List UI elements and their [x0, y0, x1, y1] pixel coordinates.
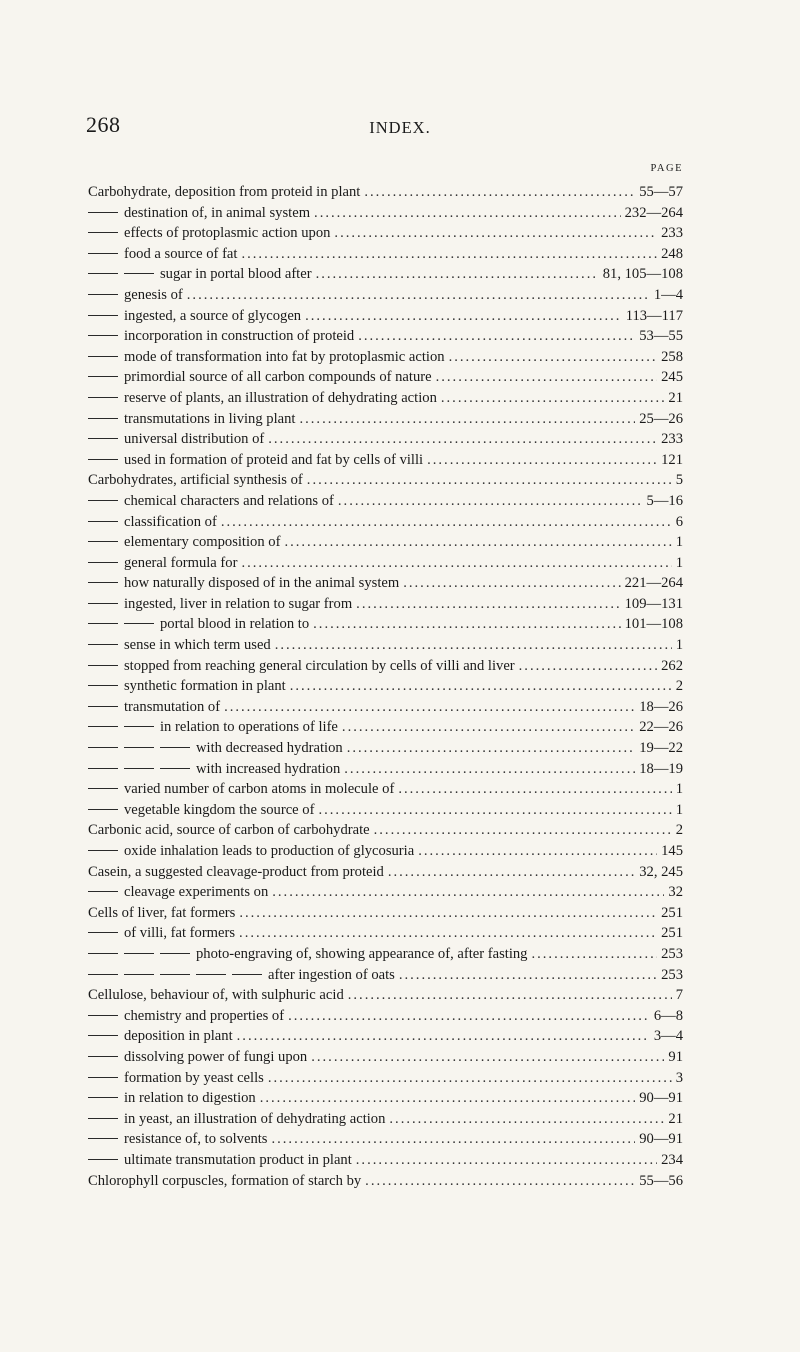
- entry-text: used in formation of proteid and fat by cells of villi: [124, 451, 424, 468]
- dot-leader: [268, 1068, 672, 1089]
- entry-pages: 109—131: [624, 595, 683, 612]
- dot-leader: [299, 409, 635, 430]
- dot-leader: [389, 1109, 664, 1130]
- continuation-dashes: [88, 1060, 124, 1061]
- dot-leader: [344, 759, 635, 780]
- entry-pages: 1: [675, 554, 683, 571]
- entry-text: in relation to digestion: [124, 1090, 256, 1107]
- dot-leader: [365, 1171, 635, 1192]
- entry-pages: 101—108: [624, 616, 683, 633]
- continuation-dashes: [88, 1163, 124, 1164]
- dot-leader: [436, 367, 658, 388]
- entry-pages: 2: [675, 678, 683, 695]
- entry-pages: 251: [661, 904, 683, 921]
- entry-text: ultimate transmutation product in plant: [124, 1151, 352, 1168]
- continuation-dash: [88, 459, 118, 460]
- continuation-dash: [88, 644, 118, 645]
- index-entry: [88, 306, 683, 327]
- continuation-dashes: [88, 319, 124, 320]
- continuation-dash: [232, 974, 262, 975]
- entry-pages: 91: [668, 1048, 683, 1065]
- index-entry: [88, 923, 683, 944]
- dot-leader: [398, 779, 671, 800]
- index-entry: [88, 717, 683, 738]
- entry-pages: 90—91: [639, 1090, 683, 1107]
- entry-pages: 1—4: [653, 286, 683, 303]
- entry-text: incorporation in construction of proteid: [124, 328, 355, 345]
- continuation-dashes: [88, 339, 124, 340]
- dot-leader: [347, 738, 636, 759]
- continuation-dashes: [88, 792, 124, 793]
- dot-leader: [418, 841, 657, 862]
- entry-text: Carbohydrate, deposition from proteid in plant: [88, 184, 361, 200]
- index-entry: [88, 779, 683, 800]
- continuation-dash: [160, 768, 190, 769]
- index-entry: [88, 594, 683, 615]
- index-entry: [88, 1068, 683, 1089]
- entry-text: sense in which term used: [124, 637, 271, 654]
- entry-pages: 55—56: [639, 1172, 683, 1189]
- continuation-dashes: [88, 648, 124, 649]
- continuation-dash: [88, 541, 118, 542]
- dot-leader: [313, 614, 620, 635]
- continuation-dashes: [88, 277, 160, 278]
- dot-leader: [305, 306, 622, 327]
- entry-pages: 221—264: [624, 575, 683, 592]
- dot-leader: [271, 1129, 635, 1150]
- entry-pages: 121: [661, 451, 683, 468]
- dot-leader: [275, 635, 672, 656]
- entry-text: classification of: [124, 513, 217, 530]
- continuation-dash: [88, 788, 118, 789]
- entry-pages: 232—264: [624, 204, 683, 221]
- entry-pages: 6: [675, 513, 683, 530]
- index-entry: [88, 285, 683, 306]
- entry-text: destination of, in animal system: [124, 204, 311, 221]
- continuation-dash: [88, 1159, 118, 1160]
- dot-leader: [187, 285, 650, 306]
- entry-text: sugar in portal blood after: [160, 266, 312, 283]
- entry-text: transmutation of: [124, 698, 221, 715]
- continuation-dash: [88, 768, 118, 769]
- continuation-dash: [124, 273, 154, 274]
- continuation-dash: [124, 953, 154, 954]
- entry-pages: 1: [675, 534, 683, 551]
- index-entry: [88, 1088, 683, 1109]
- index-entry: [88, 429, 683, 450]
- dot-leader: [307, 470, 672, 491]
- index-entry: [88, 862, 683, 883]
- index-entry: [88, 532, 683, 553]
- entry-text: transmutations in living plant: [124, 410, 296, 427]
- index-entry: [88, 326, 683, 347]
- entry-pages: 7: [675, 987, 683, 1004]
- entry-text: food a source of fat: [124, 245, 238, 262]
- continuation-dash: [88, 1077, 118, 1078]
- entry-text: stopped from reaching general circulation by cells of villi and liver: [124, 657, 515, 674]
- index-entry: [88, 1026, 683, 1047]
- index-entry: [88, 656, 683, 677]
- continuation-dash: [88, 1097, 118, 1098]
- continuation-dash: [88, 438, 118, 439]
- entry-pages: 55—57: [639, 184, 683, 200]
- continuation-dash: [88, 335, 118, 336]
- dot-leader: [288, 1006, 650, 1027]
- entry-pages: 248: [661, 245, 683, 262]
- index-entry: [88, 1047, 683, 1068]
- entry-pages: 262: [661, 657, 683, 674]
- dot-leader: [241, 244, 657, 265]
- continuation-dashes: [88, 813, 124, 814]
- continuation-dashes: [88, 854, 124, 855]
- entry-pages: 53—55: [639, 328, 683, 345]
- entry-text: dissolving power of fungi upon: [124, 1048, 308, 1065]
- index-entry: [88, 388, 683, 409]
- continuation-dashes: [88, 504, 124, 505]
- dot-leader: [318, 800, 671, 821]
- dot-leader: [334, 223, 657, 244]
- index-entry: [88, 1171, 683, 1192]
- dot-leader: [290, 676, 672, 697]
- entry-text: ingested, a source of glycogen: [124, 307, 302, 324]
- continuation-dashes: [88, 1142, 124, 1143]
- continuation-dash: [88, 706, 118, 707]
- continuation-dash: [124, 726, 154, 727]
- continuation-dash: [88, 315, 118, 316]
- entry-text: Carbonic acid, source of carbon of carbohydrate: [88, 822, 370, 839]
- index-entry: [88, 347, 683, 368]
- index-entry: [88, 944, 683, 965]
- entry-pages: 90—91: [639, 1131, 683, 1148]
- index-entry: [88, 450, 683, 471]
- dot-leader: [311, 1047, 664, 1068]
- continuation-dashes: [88, 669, 124, 670]
- continuation-dash: [124, 768, 154, 769]
- dot-leader: [224, 697, 635, 718]
- entry-pages: 253: [661, 945, 683, 962]
- dot-leader: [427, 450, 657, 471]
- dot-leader: [531, 944, 657, 965]
- continuation-dashes: [88, 1019, 124, 1020]
- continuation-dash: [160, 747, 190, 748]
- dot-leader: [388, 862, 635, 883]
- continuation-dashes: [88, 566, 124, 567]
- index-entry: [88, 697, 683, 718]
- continuation-dash: [88, 562, 118, 563]
- continuation-dash: [88, 726, 118, 727]
- entry-text: synthetic formation in plant: [124, 678, 286, 695]
- continuation-dashes: [88, 298, 124, 299]
- entry-text: mode of transformation into fat by protoplasmic action: [124, 348, 445, 365]
- continuation-dash: [88, 397, 118, 398]
- dot-leader: [403, 573, 620, 594]
- continuation-dashes: [88, 627, 160, 628]
- index-entry: [88, 1129, 683, 1150]
- entry-text: reserve of plants, an illustration of dehydrating action: [124, 389, 437, 406]
- continuation-dash: [124, 747, 154, 748]
- entry-text: cleavage experiments on: [124, 884, 269, 901]
- entry-text: after ingestion of oats: [268, 966, 395, 983]
- entry-text: formation by yeast cells: [124, 1069, 264, 1086]
- continuation-dashes: [88, 463, 124, 464]
- continuation-dashes: [88, 689, 124, 690]
- entry-pages: 245: [661, 369, 683, 386]
- entry-pages: 113—117: [625, 307, 683, 324]
- entry-text: general formula for: [124, 554, 238, 571]
- entry-pages: 258: [661, 348, 683, 365]
- continuation-dash: [88, 809, 118, 810]
- entry-text: with decreased hydration: [196, 740, 343, 757]
- entry-text: chemical characters and relations of: [124, 492, 334, 509]
- entry-text: ingested, liver in relation to sugar from: [124, 595, 353, 612]
- index-entry: [88, 203, 683, 224]
- continuation-dash: [88, 1015, 118, 1016]
- index-entry: [88, 244, 683, 265]
- index-entry: [88, 512, 683, 533]
- continuation-dash: [88, 685, 118, 686]
- page-header: [0, 112, 800, 142]
- continuation-dash: [88, 747, 118, 748]
- entry-pages: 145: [661, 843, 683, 859]
- continuation-dash: [88, 953, 118, 954]
- continuation-dashes: [88, 772, 196, 773]
- index-entry: [88, 903, 683, 924]
- entry-pages: 3—4: [653, 1028, 683, 1045]
- continuation-dashes: [88, 895, 124, 896]
- dot-leader: [364, 182, 635, 203]
- entry-text: resistance of, to solvents: [124, 1131, 268, 1148]
- dot-leader: [358, 326, 635, 347]
- index-entry: [88, 1109, 683, 1130]
- continuation-dash: [88, 1118, 118, 1119]
- entry-pages: 253: [661, 966, 683, 983]
- dot-leader: [374, 820, 672, 841]
- continuation-dashes: [88, 1122, 124, 1123]
- continuation-dashes: [88, 257, 124, 258]
- entry-text: photo-engraving of, showing appearance of, after fasting: [196, 945, 528, 962]
- index-entry: [88, 573, 683, 594]
- continuation-dashes: [88, 978, 268, 979]
- continuation-dashes: [88, 525, 124, 526]
- index-entry: [88, 553, 683, 574]
- entry-text: universal distribution of: [124, 431, 265, 448]
- continuation-dash: [88, 356, 118, 357]
- entry-pages: 234: [661, 1151, 683, 1168]
- entry-pages: 21: [668, 389, 683, 406]
- continuation-dash: [88, 623, 118, 624]
- dot-leader: [260, 1088, 635, 1109]
- entry-pages: 233: [661, 431, 683, 448]
- dot-leader: [356, 1150, 657, 1171]
- continuation-dash: [88, 376, 118, 377]
- running-title: INDEX.: [369, 118, 431, 137]
- entry-pages: 21: [668, 1110, 683, 1127]
- page-column-label: PAGE: [650, 163, 683, 174]
- entry-pages: 3: [675, 1069, 683, 1086]
- continuation-dashes: [88, 586, 124, 587]
- entry-text: Casein, a suggested cleavage-product from proteid: [88, 863, 384, 880]
- entry-text: of villi, fat formers: [124, 925, 236, 942]
- continuation-dash: [88, 500, 118, 501]
- continuation-dashes: [88, 1039, 124, 1040]
- entry-text: elementary composition of: [124, 534, 281, 551]
- continuation-dash: [88, 1138, 118, 1139]
- entry-text: genesis of: [124, 286, 183, 303]
- continuation-dash: [88, 418, 118, 419]
- continuation-dashes: [88, 751, 196, 752]
- index-entry: [88, 470, 683, 491]
- continuation-dashes: [88, 442, 124, 443]
- index-entry: [88, 820, 683, 841]
- entry-pages: 2: [675, 822, 683, 839]
- dot-leader: [221, 512, 672, 533]
- continuation-dash: [160, 974, 190, 975]
- continuation-dashes: [88, 422, 124, 423]
- continuation-dashes: [88, 401, 124, 402]
- dot-leader: [314, 203, 621, 224]
- entry-text: oxide inhalation leads to production of glycosuria: [124, 843, 415, 859]
- continuation-dash: [88, 521, 118, 522]
- index-entry: [88, 264, 683, 285]
- continuation-dashes: [88, 710, 124, 711]
- index-entry: [88, 223, 683, 244]
- entry-pages: 25—26: [639, 410, 683, 427]
- entry-pages: 19—22: [639, 740, 683, 757]
- entry-pages: 32, 245: [639, 863, 683, 880]
- entry-text: in relation to operations of life: [160, 719, 338, 736]
- continuation-dash: [124, 623, 154, 624]
- dot-leader: [272, 882, 664, 903]
- entry-text: varied number of carbon atoms in molecule of: [124, 781, 395, 798]
- entry-pages: 1: [675, 781, 683, 798]
- continuation-dash: [88, 294, 118, 295]
- entry-text: deposition in plant: [124, 1028, 233, 1045]
- index-entry: [88, 367, 683, 388]
- continuation-dashes: [88, 957, 196, 958]
- dot-leader: [239, 903, 657, 924]
- continuation-dash: [88, 665, 118, 666]
- index-entry: [88, 965, 683, 986]
- continuation-dashes: [88, 236, 124, 237]
- continuation-dash: [88, 932, 118, 933]
- dot-leader: [284, 532, 671, 553]
- dot-leader: [356, 594, 620, 615]
- index-entry: [88, 882, 683, 903]
- entry-pages: 5—16: [646, 492, 683, 509]
- continuation-dashes: [88, 730, 160, 731]
- entry-text: Chlorophyll corpuscles, formation of starch by: [88, 1172, 362, 1189]
- continuation-dash: [88, 974, 118, 975]
- entry-text: chemistry and properties of: [124, 1007, 285, 1024]
- dot-leader: [237, 1026, 650, 1047]
- continuation-dash: [88, 1035, 118, 1036]
- continuation-dash: [160, 953, 190, 954]
- continuation-dash: [88, 1056, 118, 1057]
- dot-leader: [316, 264, 599, 285]
- entry-pages: 5: [675, 472, 683, 489]
- continuation-dash: [88, 891, 118, 892]
- entry-text: how naturally disposed of in the animal system: [124, 575, 400, 592]
- entry-pages: 32: [668, 884, 683, 901]
- entry-text: portal blood in relation to: [160, 616, 310, 633]
- dot-leader: [519, 656, 657, 677]
- index-entry: [88, 182, 683, 203]
- index-entry: [88, 759, 683, 780]
- index-entry: [88, 676, 683, 697]
- entry-text: vegetable kingdom the source of: [124, 801, 315, 818]
- continuation-dashes: [88, 1081, 124, 1082]
- index-entry: [88, 635, 683, 656]
- continuation-dashes: [88, 1101, 124, 1102]
- dot-leader: [268, 429, 657, 450]
- entry-text: with increased hydration: [196, 760, 341, 777]
- index-entry: [88, 614, 683, 635]
- continuation-dashes: [88, 360, 124, 361]
- continuation-dash: [88, 232, 118, 233]
- entry-pages: 18—19: [639, 760, 683, 777]
- continuation-dash: [88, 582, 118, 583]
- index-entries: [88, 182, 683, 1191]
- index-entry: [88, 491, 683, 512]
- entry-text: Carbohydrates, artificial synthesis of: [88, 472, 303, 489]
- entry-text: effects of protoplasmic action upon: [124, 225, 331, 242]
- entry-pages: 6—8: [653, 1007, 683, 1024]
- entry-pages: 251: [661, 925, 683, 942]
- entry-pages: 1: [675, 637, 683, 654]
- continuation-dashes: [88, 380, 124, 381]
- index-entry: [88, 841, 683, 862]
- continuation-dash: [88, 603, 118, 604]
- dot-leader: [338, 491, 643, 512]
- continuation-dashes: [88, 545, 124, 546]
- continuation-dashes: [88, 607, 124, 608]
- continuation-dash: [124, 974, 154, 975]
- continuation-dash: [88, 273, 118, 274]
- entry-text: Cells of liver, fat formers: [88, 904, 236, 921]
- entry-text: primordial source of all carbon compounds of nature: [124, 369, 432, 386]
- entry-text: Cellulose, behaviour of, with sulphuric acid: [88, 987, 344, 1004]
- page-number: 268: [86, 112, 121, 137]
- entry-pages: 18—26: [639, 698, 683, 715]
- continuation-dash: [88, 253, 118, 254]
- continuation-dash: [88, 850, 118, 851]
- entry-pages: 1: [675, 801, 683, 818]
- index-entry: [88, 1150, 683, 1171]
- index-entry: [88, 800, 683, 821]
- entry-text: in yeast, an illustration of dehydrating action: [124, 1110, 386, 1127]
- entry-pages: 22—26: [639, 719, 683, 736]
- index-entry: [88, 738, 683, 759]
- index-entry: [88, 1006, 683, 1027]
- dot-leader: [342, 717, 635, 738]
- index-entry: [88, 409, 683, 430]
- continuation-dashes: [88, 936, 124, 937]
- entry-pages: 81, 105—108: [602, 266, 683, 283]
- dot-leader: [348, 985, 672, 1006]
- dot-leader: [241, 553, 671, 574]
- dot-leader: [399, 965, 657, 986]
- continuation-dash: [196, 974, 226, 975]
- dot-leader: [441, 388, 665, 409]
- entry-pages: 233: [661, 225, 683, 242]
- dot-leader: [449, 347, 658, 368]
- dot-leader: [239, 923, 657, 944]
- continuation-dash: [88, 212, 118, 213]
- index-entry: [88, 985, 683, 1006]
- continuation-dashes: [88, 216, 124, 217]
